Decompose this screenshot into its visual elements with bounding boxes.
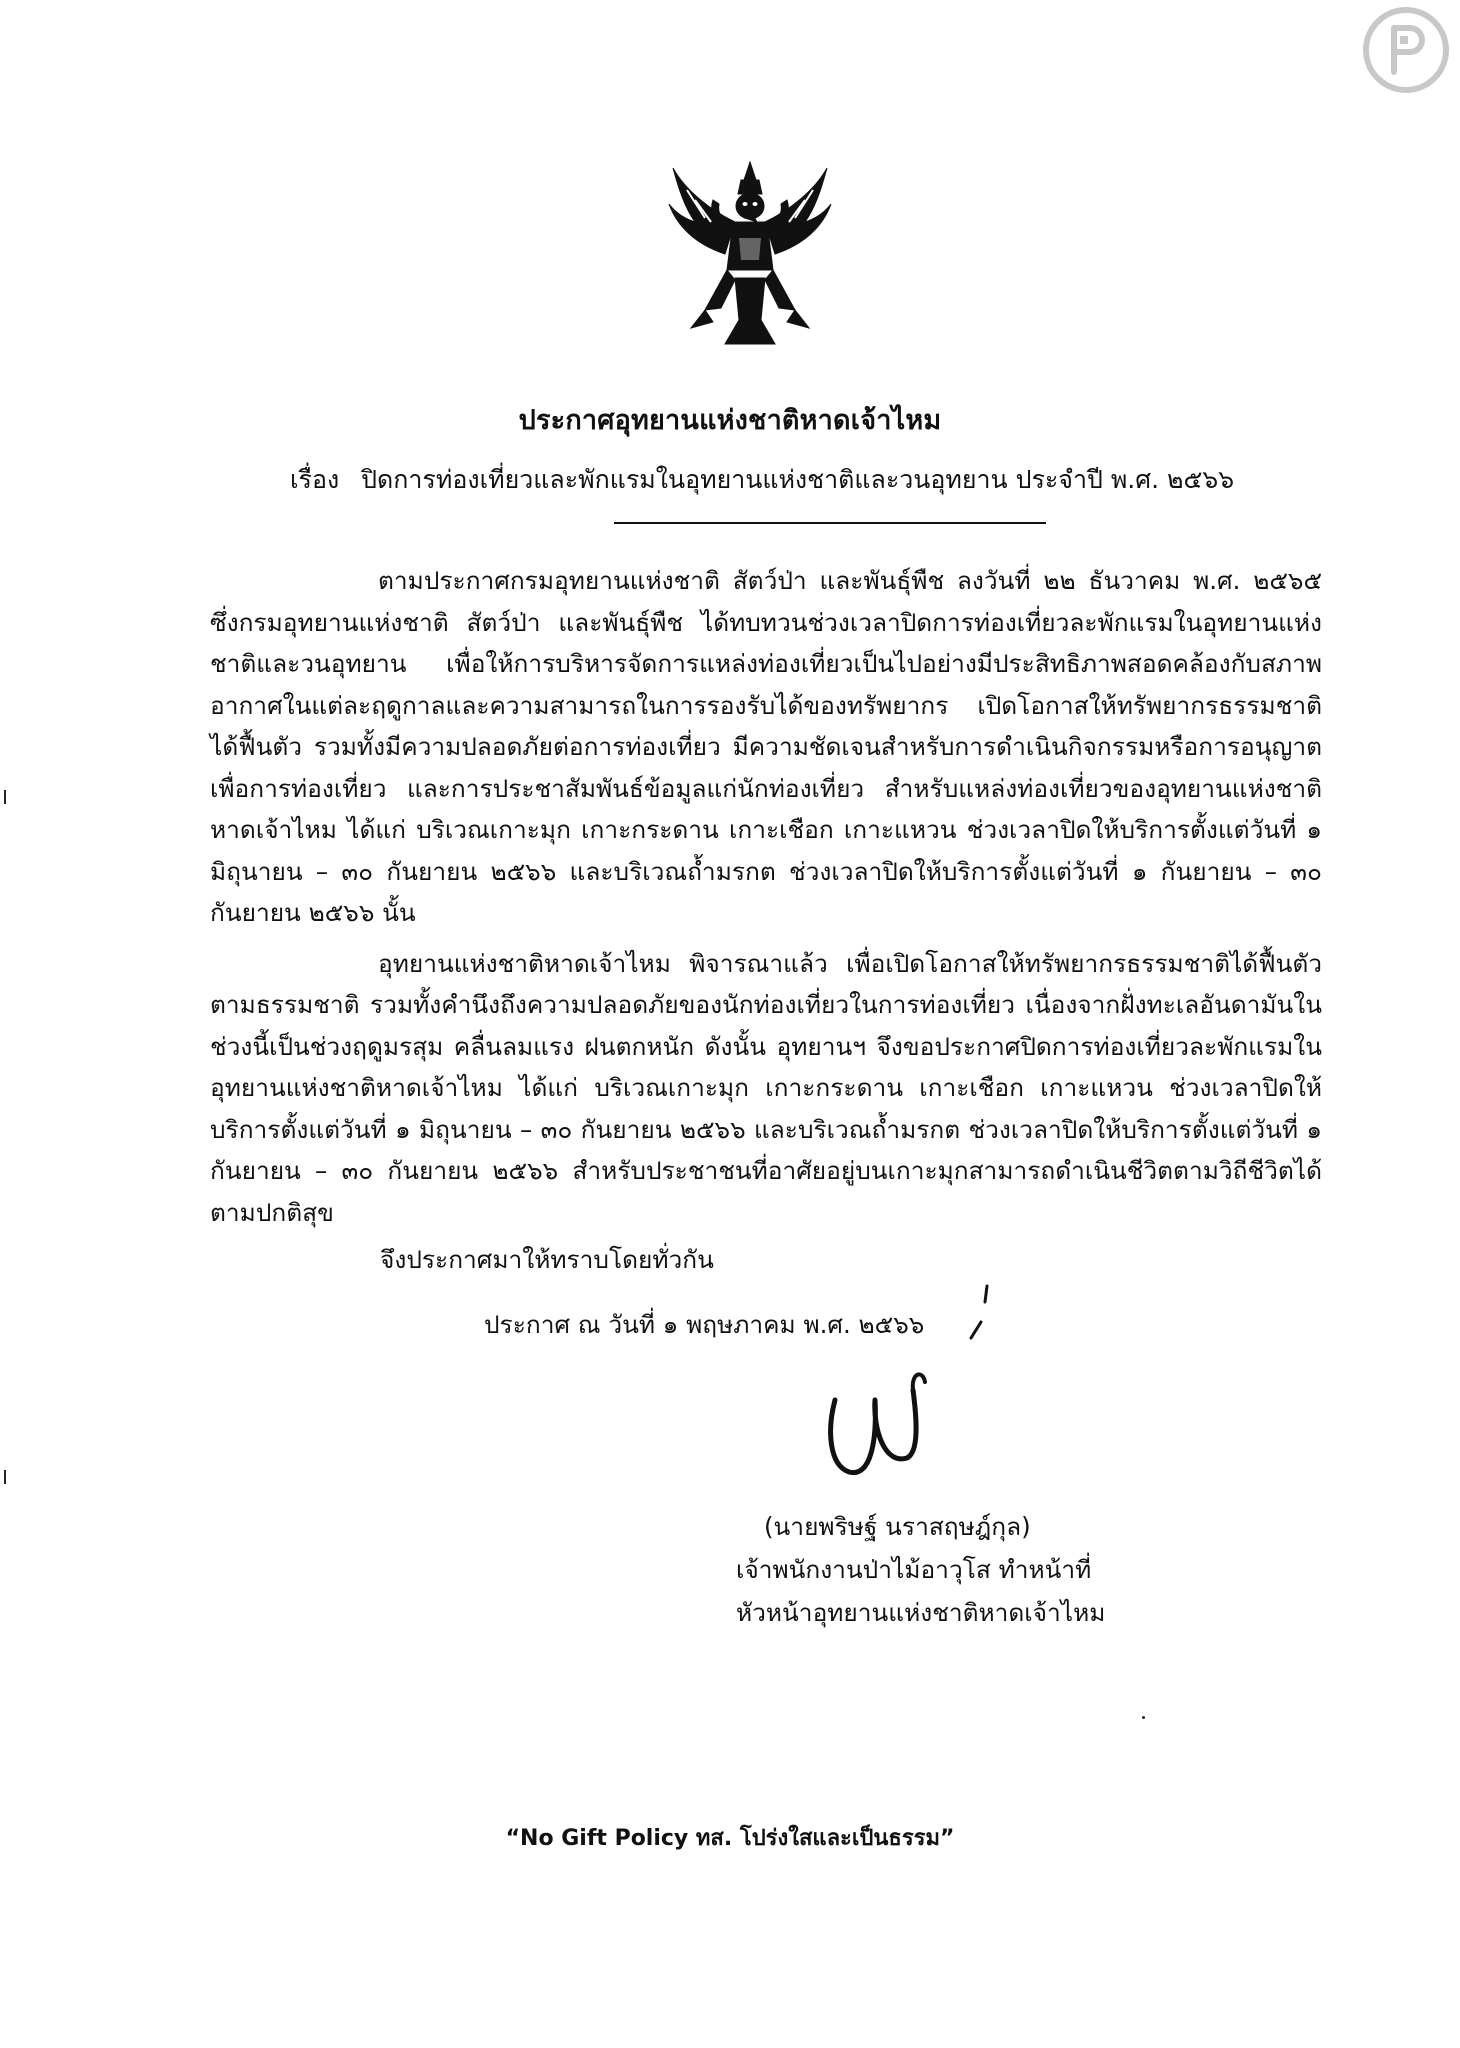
closing-line: จึงประกาศมาให้ทราบโดยทั่วกัน <box>380 1245 714 1274</box>
body-paragraph-1: ตามประกาศกรมอุทยานแห่งชาติ สัตว์ป่า และพันธุ์พืช ลงวันที่ ๒๒ ธันวาคม พ.ศ. ๒๕๖๕ ซึ่งกรมอุทยานแห่งชาติ สัตว์ป่า และพันธุ์พืช ได้ทบทวนช่วงเวลาปิดการท่องเที่ยวละพักแรมในอุทยานแห่งชาติและวนอุทยาน เพื่อให้การบริหารจัดการแหล่งท่องเที่ยวเป็นไปอย่างมีประสิทธิภาพสอดคล้องกับสภาพอากาศในแต่ละฤดูกาลและความสามารถในการรองรับได้ของทรัพยากร เปิดโอกาสให้ทรัพยากรธรรมชาติได้ฟื้นตัว รวมทั้งมีความปลอดภัยต่อการท่องเที่ยว มีความชัดเจนสำหรับการดำเนินกิจกรรมหรือการอนุญาตเพื่อการท่องเที่ยว และการประชาสัมพันธ์ข้อมูลแก่นักท่องเที่ยว สำหรับแหล่งท่องเที่ยวของอุทยานแห่งชาติหาดเจ้าไหม ได้แก่ บริเวณเกาะมุก เกาะกระดาน เกาะเชือก เกาะแหวน ช่วงเวลาปิดให้บริการตั้งแต่วันที่ ๑ มิถุนายน – ๓๐ กันยายน ๒๕๖๖ และบริเวณถ้ำมรกต ช่วงเวลาปิดให้บริการตั้งแต่วันที่ ๑ กันยายน – ๓๐ กันยายน ๒๕๖๖ นั้น <box>210 566 1322 927</box>
signer-name: (นายพริษฐ์ นราสฤษฎ์กุล) <box>764 1512 1031 1541</box>
scan-edge-mark <box>4 1470 6 1484</box>
scan-speck <box>1142 1716 1145 1719</box>
signer-block <box>736 1505 1105 1634</box>
signer-position-1: เจ้าพนักงานป่าไม้อาวุโส ทำหน้าที่ <box>736 1555 1092 1584</box>
title-divider <box>614 522 1046 524</box>
scan-edge-mark <box>4 790 6 804</box>
announcement-title: ประกาศอุทยานแห่งชาติหาดเจ้าไหม <box>518 405 942 436</box>
body-paragraph-2: อุทยานแห่งชาติหาดเจ้าไหม พิจารณาแล้ว เพื่อเปิดโอกาสให้ทรัพยากรธรรมชาติได้ฟื้นตัวตามธรรมชาติ รวมทั้งคำนึงถึงความปลอดภัยของนักท่องเที่ยวในการท่องเที่ยว เนื่องจากฝั่งทะเลอันดามันในช่วงนี้เป็นช่วงฤดูมรสุม คลื่นลมแรง ฝนตกหนัก ดังนั้น อุทยานฯ จึงขอประกาศปิดการท่องเที่ยวละพักแรมในอุทยานแห่งชาติหาดเจ้าไหม ได้แก่ บริเวณเกาะมุก เกาะกระดาน เกาะเชือก เกาะแหวน ช่วงเวลาปิดให้บริการตั้งแต่วันที่ ๑ มิถุนายน – ๓๐ กันยายน ๒๕๖๖ และบริเวณถ้ำมรกต ช่วงเวลาปิดให้บริการตั้งแต่วันที่ ๑ กันยายน – ๓๐ กันยายน ๒๕๖๖ สำหรับประชาชนที่อาศัยอยู่บนเกาะมุกสามารถดำเนินชีวิตตามวิถีชีวิตได้ตามปกติสุข <box>210 948 1322 1227</box>
announcement-date: ประกาศ ณ วันที่ ๑ พฤษภาคม พ.ศ. ๒๕๖๖ <box>484 1310 925 1339</box>
announcement-body <box>210 560 1322 1242</box>
subject-label: เรื่อง <box>290 465 340 494</box>
signer-position-2: หัวหน้าอุทยานแห่งชาติหาดเจ้าไหม <box>736 1598 1106 1627</box>
subject-text: ปิดการท่องเที่ยวและพักแรมในอุทยานแห่งชาติและวนอุทยาน ประจำปี พ.ศ. ๒๕๖๖ <box>361 465 1235 494</box>
watermark-logo-icon <box>1360 4 1452 96</box>
garuda-emblem-icon <box>665 160 835 350</box>
signature-icon <box>815 1280 1025 1520</box>
footer-motto: “No Gift Policy ทส. โปร่งใสและเป็นธรรม” <box>505 1826 955 1851</box>
subject-line <box>290 460 1280 500</box>
